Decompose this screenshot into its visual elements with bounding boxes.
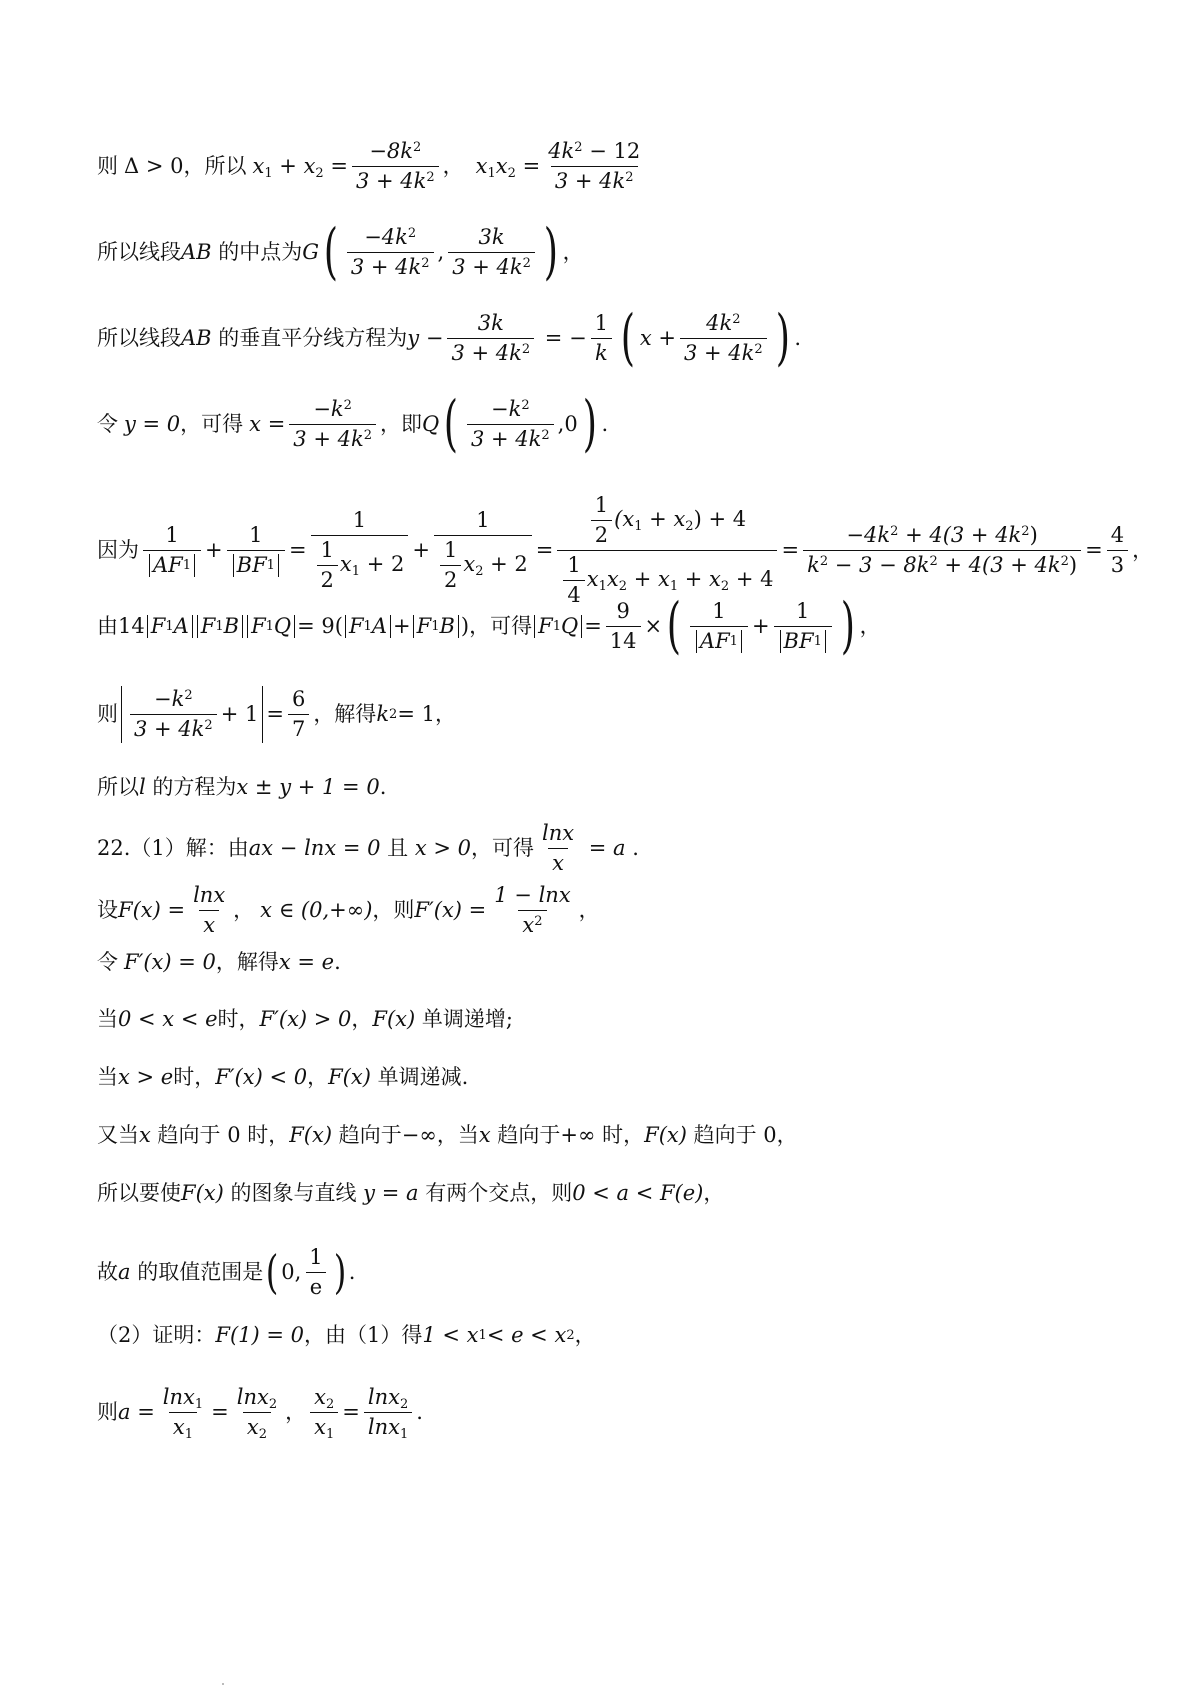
math-var: l (139, 775, 146, 799)
fraction: $\frac{1}{e}$ (305, 1246, 326, 1299)
fraction: $\frac{-8k^2}{3 + 4k^2}$ (352, 140, 439, 193)
math: F′(x) = 0 (124, 950, 216, 974)
text: 则 (97, 1400, 118, 1425)
text: 则 (97, 154, 118, 179)
text: . (379, 775, 387, 799)
math-var: AB (181, 240, 212, 265)
fraction: $\frac{4}{3}$ (1107, 524, 1128, 577)
fraction: $\frac{3k}{3 + 4k^2}$ (448, 226, 535, 279)
math: x = e (278, 950, 335, 974)
math: −∞ (401, 1123, 437, 1147)
text: ，由（1）得 (304, 1323, 423, 1347)
fraction: $\frac{1}{k}$ (591, 312, 612, 365)
math: ax − lnx = 0 (248, 836, 381, 861)
fraction: 1 BF 1 (227, 524, 285, 577)
text: 所以线段 (97, 326, 181, 351)
fraction: $\frac{\ln x}{x}$ (193, 883, 226, 938)
math: 0 < x < e (118, 1007, 218, 1031)
line-limits (97, 1124, 1140, 1147)
text: 则 (97, 702, 118, 727)
fraction: $\frac{\ln x_2}{\ln x_1}$ (364, 1386, 412, 1439)
fraction: $\frac{3k}{3 + 4k^2}$ (447, 312, 534, 365)
text: 当 (97, 1007, 118, 1031)
math: F(x) (328, 1065, 371, 1089)
fraction: $\frac{x_2}{x_1}$ (310, 1386, 338, 1439)
text: ， (578, 898, 600, 923)
text: 时， (173, 1065, 216, 1089)
line-condition: 由 14 F 1 A F 1 B F 1 Q = 9( F 1 A + F 1 B )，可得 F 1 Q = $\frac{9}{14}$ × ( 1 AF 1 + 1 BF 1 ) ， (97, 590, 881, 662)
text: ，所以 (183, 154, 247, 179)
line-define-F (97, 884, 1140, 937)
text: 趋向于 0， (686, 1123, 798, 1147)
fraction: $\frac{-k^2}{3 + 4k^2}$ (289, 398, 376, 451)
text: 有两个交点，则 (418, 1181, 573, 1205)
math-var: Q (421, 412, 440, 437)
fraction: $\frac{6}{7}$ (288, 688, 309, 741)
math: F(x) = (118, 898, 186, 923)
text: . (348, 1260, 356, 1285)
text: ，解得 (215, 950, 279, 974)
fraction: 1 BF 1 (774, 600, 832, 653)
text: ，可得 (470, 836, 534, 861)
math-var: a (118, 1260, 131, 1285)
text: 又当 (97, 1123, 139, 1147)
text: . (334, 950, 341, 974)
text: 当 (97, 1065, 118, 1089)
fraction: $\frac{4k^2}{3 + 4k^2}$ (680, 312, 767, 365)
fraction: $\frac{4k^2 - 12}{3 + 4k^2}$ (548, 139, 641, 194)
text: ， (307, 1065, 329, 1089)
text: 的方程为 (145, 775, 237, 799)
math-sum: $x_1 + x_2$ = (252, 154, 348, 181)
fraction: 1 $\frac{1}{2}$ $x_2 + 2$ (434, 509, 532, 592)
math-var: G (302, 240, 320, 265)
line-ratio: 则 a = $\frac{\ln x_1}{x_1}$ = $\frac{\ln x_2}{x_2}$ ， $\frac{x_2}{x_1}$ = $\frac{\ln x_2}{\ln x_1}$ . (97, 1385, 423, 1442)
line-22-2: （2）证明： F(1) = 0 ，由（1）得 1 < x 1 < e < x 2 ， (97, 1323, 596, 1347)
text: 故 (97, 1260, 118, 1285)
math-delta: Δ > 0 (124, 154, 184, 179)
math: x (139, 1123, 151, 1147)
line-range-a: 故 a 的取值范围是 ( 0, $\frac{1}{e}$ ) . (97, 1245, 356, 1300)
text: 由 (97, 614, 118, 639)
text: ，解得 (313, 702, 377, 727)
math: x ± y + 1 = 0 (236, 775, 380, 799)
text: . (601, 412, 609, 437)
fraction: $\frac{-k^2}{3 + 4k^2}$ (467, 398, 554, 451)
text: 所以要使 (97, 1181, 181, 1205)
line-critical (97, 951, 1140, 974)
fraction: $\frac{1}{2}$ $(x_1 + x_2) + 4$ $\frac{1}{4}$ $x_1x_2 + x_1 + x_2 + 4$ (557, 494, 777, 607)
text: ，即 (379, 412, 422, 437)
text: 且 (380, 836, 415, 861)
math: a = (118, 1400, 155, 1425)
line-midpoint: 所以线段 AB 的中点为 G ( $\frac{-4k^2}{3 + 4k^2}$ , $\frac{3k}{3 + 4k^2}$ ) ， (97, 216, 584, 288)
text: ，可得 (180, 412, 244, 437)
fraction: $\frac{\ln x}{x}$ (541, 821, 575, 876)
text: ， (285, 1400, 307, 1425)
fraction: $\frac{9}{14}$ (606, 600, 641, 653)
text: 的图象与直线 (223, 1181, 364, 1205)
math: +∞ (560, 1123, 596, 1147)
fraction: $\frac{\ln x_1}{x_1}$ (162, 1385, 204, 1442)
math: x > 0 (414, 836, 471, 861)
text: 所以 (97, 775, 139, 799)
math: = − (538, 326, 587, 351)
text: 令 (97, 950, 118, 974)
fraction: $\frac{\ln x_2}{x_2}$ (236, 1385, 278, 1442)
text: ， (703, 1181, 725, 1205)
math-product: $x_1x_2$ = (475, 154, 541, 181)
fraction: $\frac{-4k^2}{3 + 4k^2}$ (347, 226, 434, 279)
text: . (625, 836, 639, 861)
line-22-1 (97, 822, 1140, 875)
line-equation-l (97, 776, 1140, 799)
fraction: 1 AF 1 (143, 524, 201, 577)
line-q-point: 令 y = 0 ，可得 x = $\frac{-k^2}{3 + 4k^2}$ ，即 Q ( $\frac{-k^2}{3 + 4k^2}$ ,0 ) . (97, 388, 609, 460)
math: 0 < a < F(e) (572, 1181, 704, 1205)
text: 时， (595, 1123, 645, 1147)
math: x > e (118, 1065, 174, 1089)
math: y − (407, 326, 444, 351)
text: . (794, 326, 802, 351)
math: F(x) (181, 1181, 224, 1205)
math: x = (249, 412, 286, 437)
fraction: 1 AF 1 (690, 600, 748, 653)
text: )，可得 (460, 614, 533, 639)
text: （2）证明： (97, 1323, 216, 1347)
math: F(1) = 0 (215, 1323, 304, 1347)
text: 设 (97, 898, 118, 923)
text: ，则 (372, 898, 415, 923)
line-bisector: 所以线段 AB 的垂直平分线方程为 y − $\frac{3k}{3 + 4k^2}$ = − $\frac{1}{k}$ ( x + $\frac{4k^2}{3 + 4k^2}$ ) . (97, 302, 802, 374)
math: F(x) (372, 1007, 416, 1031)
text: ， (562, 240, 584, 265)
text: ， (233, 898, 255, 923)
line-delta (97, 140, 1140, 193)
text: 令 (97, 412, 118, 437)
text: ， (574, 1323, 596, 1347)
math: x ∈ (0,+∞) (260, 898, 373, 923)
text: 22.（1）解：由 (97, 836, 249, 861)
math: F(x) (644, 1123, 687, 1147)
math: F′(x) > 0 (259, 1007, 352, 1031)
text: 单调递增; (415, 1007, 513, 1031)
text: ， (442, 154, 464, 179)
math: x (478, 1123, 491, 1147)
text: 的垂直平分线方程为 (211, 326, 408, 351)
math: F′(x) = (414, 898, 487, 923)
fraction: $\frac{1 - \ln x}{x^2}$ (494, 883, 571, 938)
text: 因为 (97, 538, 139, 563)
text: ， (1132, 538, 1154, 563)
line-decreasing (97, 1066, 1140, 1089)
page-speck (222, 1683, 224, 1685)
line-reciprocal-sum: 因为 1 AF 1 + 1 BF 1 = 1 $\frac{1}{2}$ $x_1 + 2$ + 1 $\frac{1}{2}$ $x_2 + 2$ = $\frac{1}{2}$ $(x_1 + x_2) + 4$ $\frac{1}{4}$ $x_1x_2 + x_1 + x_2 + 4$ = $\frac{-4k^2 + 4(3 + 4k^2)}{k^2 - 3 - 8k^2 + 4(3 + 4k^2)}$ = $\frac{4}{3}$ ， (97, 493, 1154, 608)
text: 所以线段 (97, 240, 181, 265)
text: 的取值范围是 (130, 1260, 264, 1285)
math: x + (639, 326, 676, 351)
fraction: 1 $\frac{1}{2}$ $x_1 + 2$ (311, 509, 409, 592)
math: y = a (363, 1181, 419, 1205)
fraction: $\frac{-4k^2 + 4(3 + 4k^2)}{k^2 - 3 - 8k^2 + 4(3 + 4k^2)}$ (803, 524, 1081, 577)
text: ， (434, 702, 456, 727)
text: ，当 (436, 1123, 479, 1147)
text: 趋向于 0 时， (150, 1123, 290, 1147)
text: 趋向于 (332, 1123, 402, 1147)
math: F(x) (289, 1123, 333, 1147)
text: 的中点为 (211, 240, 303, 265)
text: ， (351, 1007, 373, 1031)
math-var: AB (181, 326, 212, 351)
line-two-intersections (97, 1182, 1140, 1205)
math: F′(x) < 0 (215, 1065, 308, 1089)
line-solve-k: 则 $\frac{-k^2}{3 + 4k^2}$ + 1 = $\frac{6}{7}$ ，解得 k 2 = 1 ， (97, 686, 1140, 743)
text: ， (859, 614, 881, 639)
line-increasing (97, 1008, 1140, 1031)
text: 时， (217, 1007, 260, 1031)
text: 单调递减. (370, 1065, 469, 1089)
fraction: $\frac{-k^2}{3 + 4k^2}$ (130, 688, 217, 741)
math: y = 0 (124, 412, 181, 437)
text: 趋向于 (490, 1123, 561, 1147)
math: = a (582, 836, 626, 861)
text: . (416, 1400, 423, 1425)
